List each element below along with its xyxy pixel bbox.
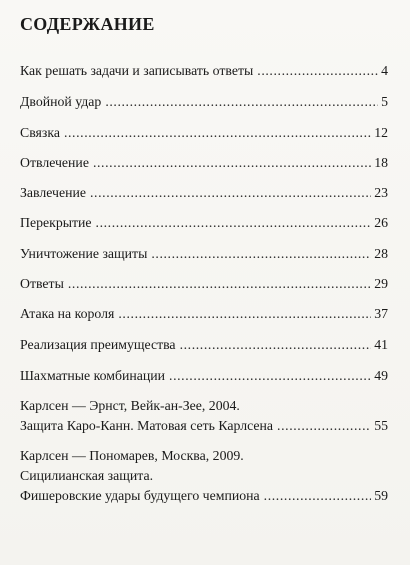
- toc-leader-dots: [264, 487, 372, 504]
- toc-leader-dots: [118, 305, 371, 322]
- toc-entry: [20, 184, 388, 201]
- toc-entry-page: 23: [374, 185, 388, 200]
- toc-entry-title: Как решать задачи и записывать ответы: [20, 63, 254, 78]
- toc-leader-dots: [257, 62, 378, 79]
- toc-leader-dots: [180, 336, 372, 353]
- toc-entry-page: 37: [374, 306, 388, 321]
- toc-game-entry: [20, 397, 388, 434]
- toc-entry-title: Завлечение: [20, 185, 86, 200]
- toc-entry-title: Отвлечение: [20, 155, 89, 170]
- toc-entry: [20, 154, 388, 171]
- toc-entry-title: Уничтожение защиты: [20, 246, 148, 261]
- toc-leader-dots: [90, 184, 371, 201]
- game-line: Сицилианская защита.: [20, 468, 154, 483]
- toc-entry-title: Связка: [20, 125, 60, 140]
- toc-leader-dots: [105, 93, 378, 110]
- toc-leader-dots: [96, 214, 372, 231]
- toc-entry: [20, 93, 388, 110]
- game-line: Защита Каро-Канн. Матовая сеть Карлсена: [20, 418, 274, 433]
- toc-leader-dots: [277, 417, 371, 434]
- toc-entry-title: Шахматные комбинации: [20, 368, 166, 383]
- toc-leader-dots: [151, 245, 371, 262]
- toc-entry: [20, 275, 388, 292]
- toc-leader-dots: [64, 124, 371, 141]
- toc-entry-page: 28: [374, 246, 388, 261]
- toc-entry: [20, 367, 388, 384]
- toc-entry: [20, 62, 388, 79]
- game-line: Фишеровские удары будущего чемпиона: [20, 488, 260, 503]
- game-line: Карлсен — Пономарев, Москва, 2009.: [20, 448, 244, 463]
- toc-entry-page: 26: [374, 215, 388, 230]
- toc-entry-title: Ответы: [20, 276, 64, 291]
- toc-entry-page: 49: [374, 368, 388, 383]
- toc-leader-dots: [93, 154, 371, 171]
- toc-entry-page: 41: [374, 337, 388, 352]
- toc-entry: [20, 214, 388, 231]
- toc-entry-title: Реализация преимущества: [20, 337, 176, 352]
- toc-entry-title: Двойной удар: [20, 94, 102, 109]
- toc-entry-page: 5: [381, 94, 388, 109]
- toc-entry-page: 4: [381, 63, 388, 78]
- toc-entry-page: 29: [374, 276, 388, 291]
- toc-entry: [20, 124, 388, 141]
- toc-entry-page: 55: [374, 418, 388, 433]
- toc-game-entry: [20, 447, 388, 504]
- toc-entry-page: 18: [374, 155, 388, 170]
- toc-entry-title: Атака на короля: [20, 306, 115, 321]
- toc-entry: [20, 336, 388, 353]
- toc-entry: [20, 305, 388, 322]
- toc-entry: [20, 245, 388, 262]
- toc-entry-title: Перекрытие: [20, 215, 92, 230]
- toc-heading: СОДЕРЖАНИЕ: [20, 14, 155, 34]
- toc-leader-dots: [68, 275, 371, 292]
- toc-entry-page: 59: [374, 488, 388, 503]
- game-line: Карлсен — Эрнст, Вейк-ан-Зее, 2004.: [20, 398, 240, 413]
- toc-leader-dots: [169, 367, 371, 384]
- toc-entry-page: 12: [374, 125, 388, 140]
